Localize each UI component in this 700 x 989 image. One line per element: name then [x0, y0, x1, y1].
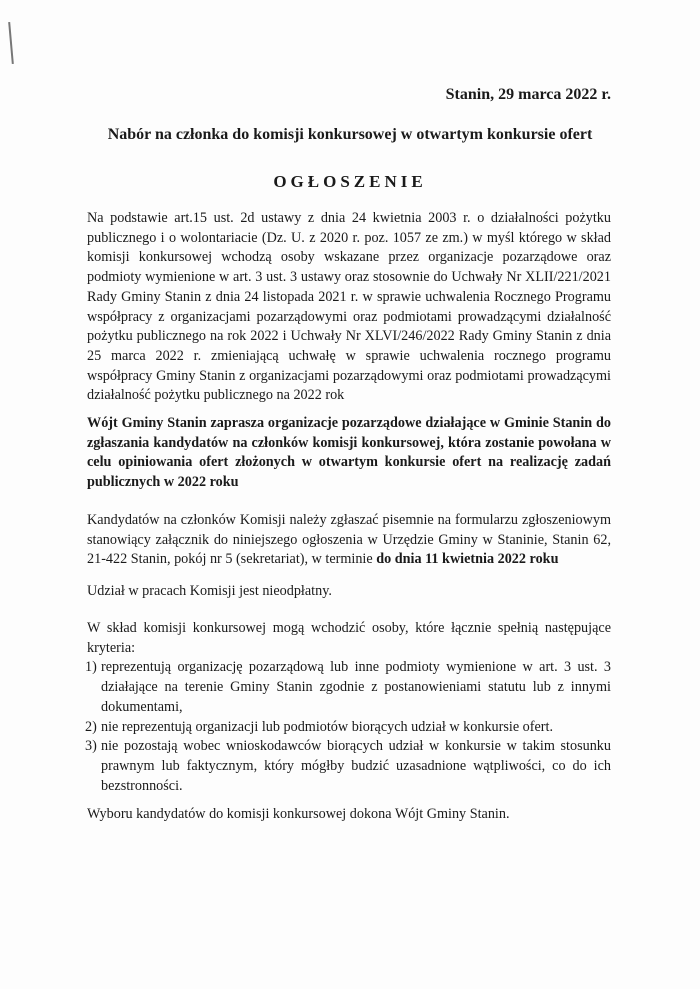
- document-heading: OGŁOSZENIE: [273, 172, 427, 191]
- submission-text: Kandydatów na członków Komisji należy zgłaszać pisemnie na formularzu zgłoszeniowym stanowiący załącznik do niniejszego ogłoszenia w Urzędzie Gminy w Staninie, Stanin 62, 21-422 Stanin, pokój nr 5 (sekretariat), w terminie: [87, 512, 611, 568]
- criteria-number: 1): [85, 659, 97, 676]
- closing-paragraph: Wyboru kandydatów do komisji konkursowej dokona Wójt Gminy Stanin.: [87, 806, 510, 822]
- criteria-item: [87, 737, 611, 796]
- document-date: Stanin, 29 marca 2022 r.: [445, 86, 611, 103]
- document-title: Nabór na członka do komisji konkursowej w otwartym konkursie ofert: [107, 126, 593, 143]
- criteria-number: 3): [85, 738, 97, 755]
- criteria-section: [87, 619, 611, 796]
- invitation-paragraph: Wójt Gminy Stanin zaprasza organizacje pozarządowe działające w Gminie Stanin do zgłaszania kandydatów na członków komisji konkursowej, która zostanie powołana w celu opiniowania ofert złożonych w otwartym konkursie ofert na realizację zadań publicznych w 2022 roku: [87, 415, 611, 491]
- scan-pen-mark: [8, 22, 14, 64]
- free-participation-paragraph: Udział w pracach Komisji jest nieodpłatny.: [87, 583, 332, 599]
- criteria-item: [87, 658, 611, 717]
- submission-deadline: do dnia 11 kwietnia 2022 roku: [376, 551, 559, 568]
- criteria-number: 2): [85, 718, 97, 735]
- criteria-list: [87, 658, 611, 796]
- criteria-item: [87, 718, 611, 738]
- criteria-text: nie pozostają wobec wnioskodawców biorących udział w konkursie w takim stosunku prawnym lub faktycznym, który mógłby budzić uzasadnione wątpliwości, co do ich bezstronności.: [101, 738, 611, 794]
- criteria-intro: W skład komisji konkursowej mogą wchodzić osoby, które łącznie spełnią następujące kryteria:: [87, 620, 611, 656]
- submission-paragraph: [87, 511, 611, 570]
- criteria-text: nie reprezentują organizacji lub podmiotów biorących udział w konkursie ofert.: [101, 718, 554, 735]
- criteria-text: reprezentują organizację pozarządową lub inne podmioty wymienione w art. 3 ust. 3 działające na terenie Gminy Stanin zgodnie z postanowieniami statutu lub z innymi dokumentami,: [101, 659, 611, 715]
- intro-paragraph: Na podstawie art.15 ust. 2d ustawy z dnia 24 kwietnia 2003 r. o działalności pożytku publicznego i o wolontariacie (Dz. U. z 2020 r. poz. 1057 ze zm.) w myśl którego w skład komisji konkursowej wchodzą osoby wskazane przez organizacje pozarządowe oraz podmioty wymienione w art. 3 ust. 3 ustawy oraz stosownie do Uchwały Nr XLII/221/2021 Rady Gminy Stanin z dnia 24 listopada 2021 r. w sprawie uchwalenia Rocznego Programu współpracy z organizacjami pozarządowymi oraz podmiotami prowadzącymi działalność pożytku publicznego na rok 2022 i Uchwały Nr XLVI/246/2022 Rady Gminy Stanin z dnia 25 marca 2022 r. zmieniającą uchwałę w sprawie uchwalenia rocznego programu współpracy Gminy Stanin z organizacjami pozarządowymi oraz podmiotami prowadzącymi działalność pożytku publicznego na 2022 rok: [87, 210, 611, 404]
